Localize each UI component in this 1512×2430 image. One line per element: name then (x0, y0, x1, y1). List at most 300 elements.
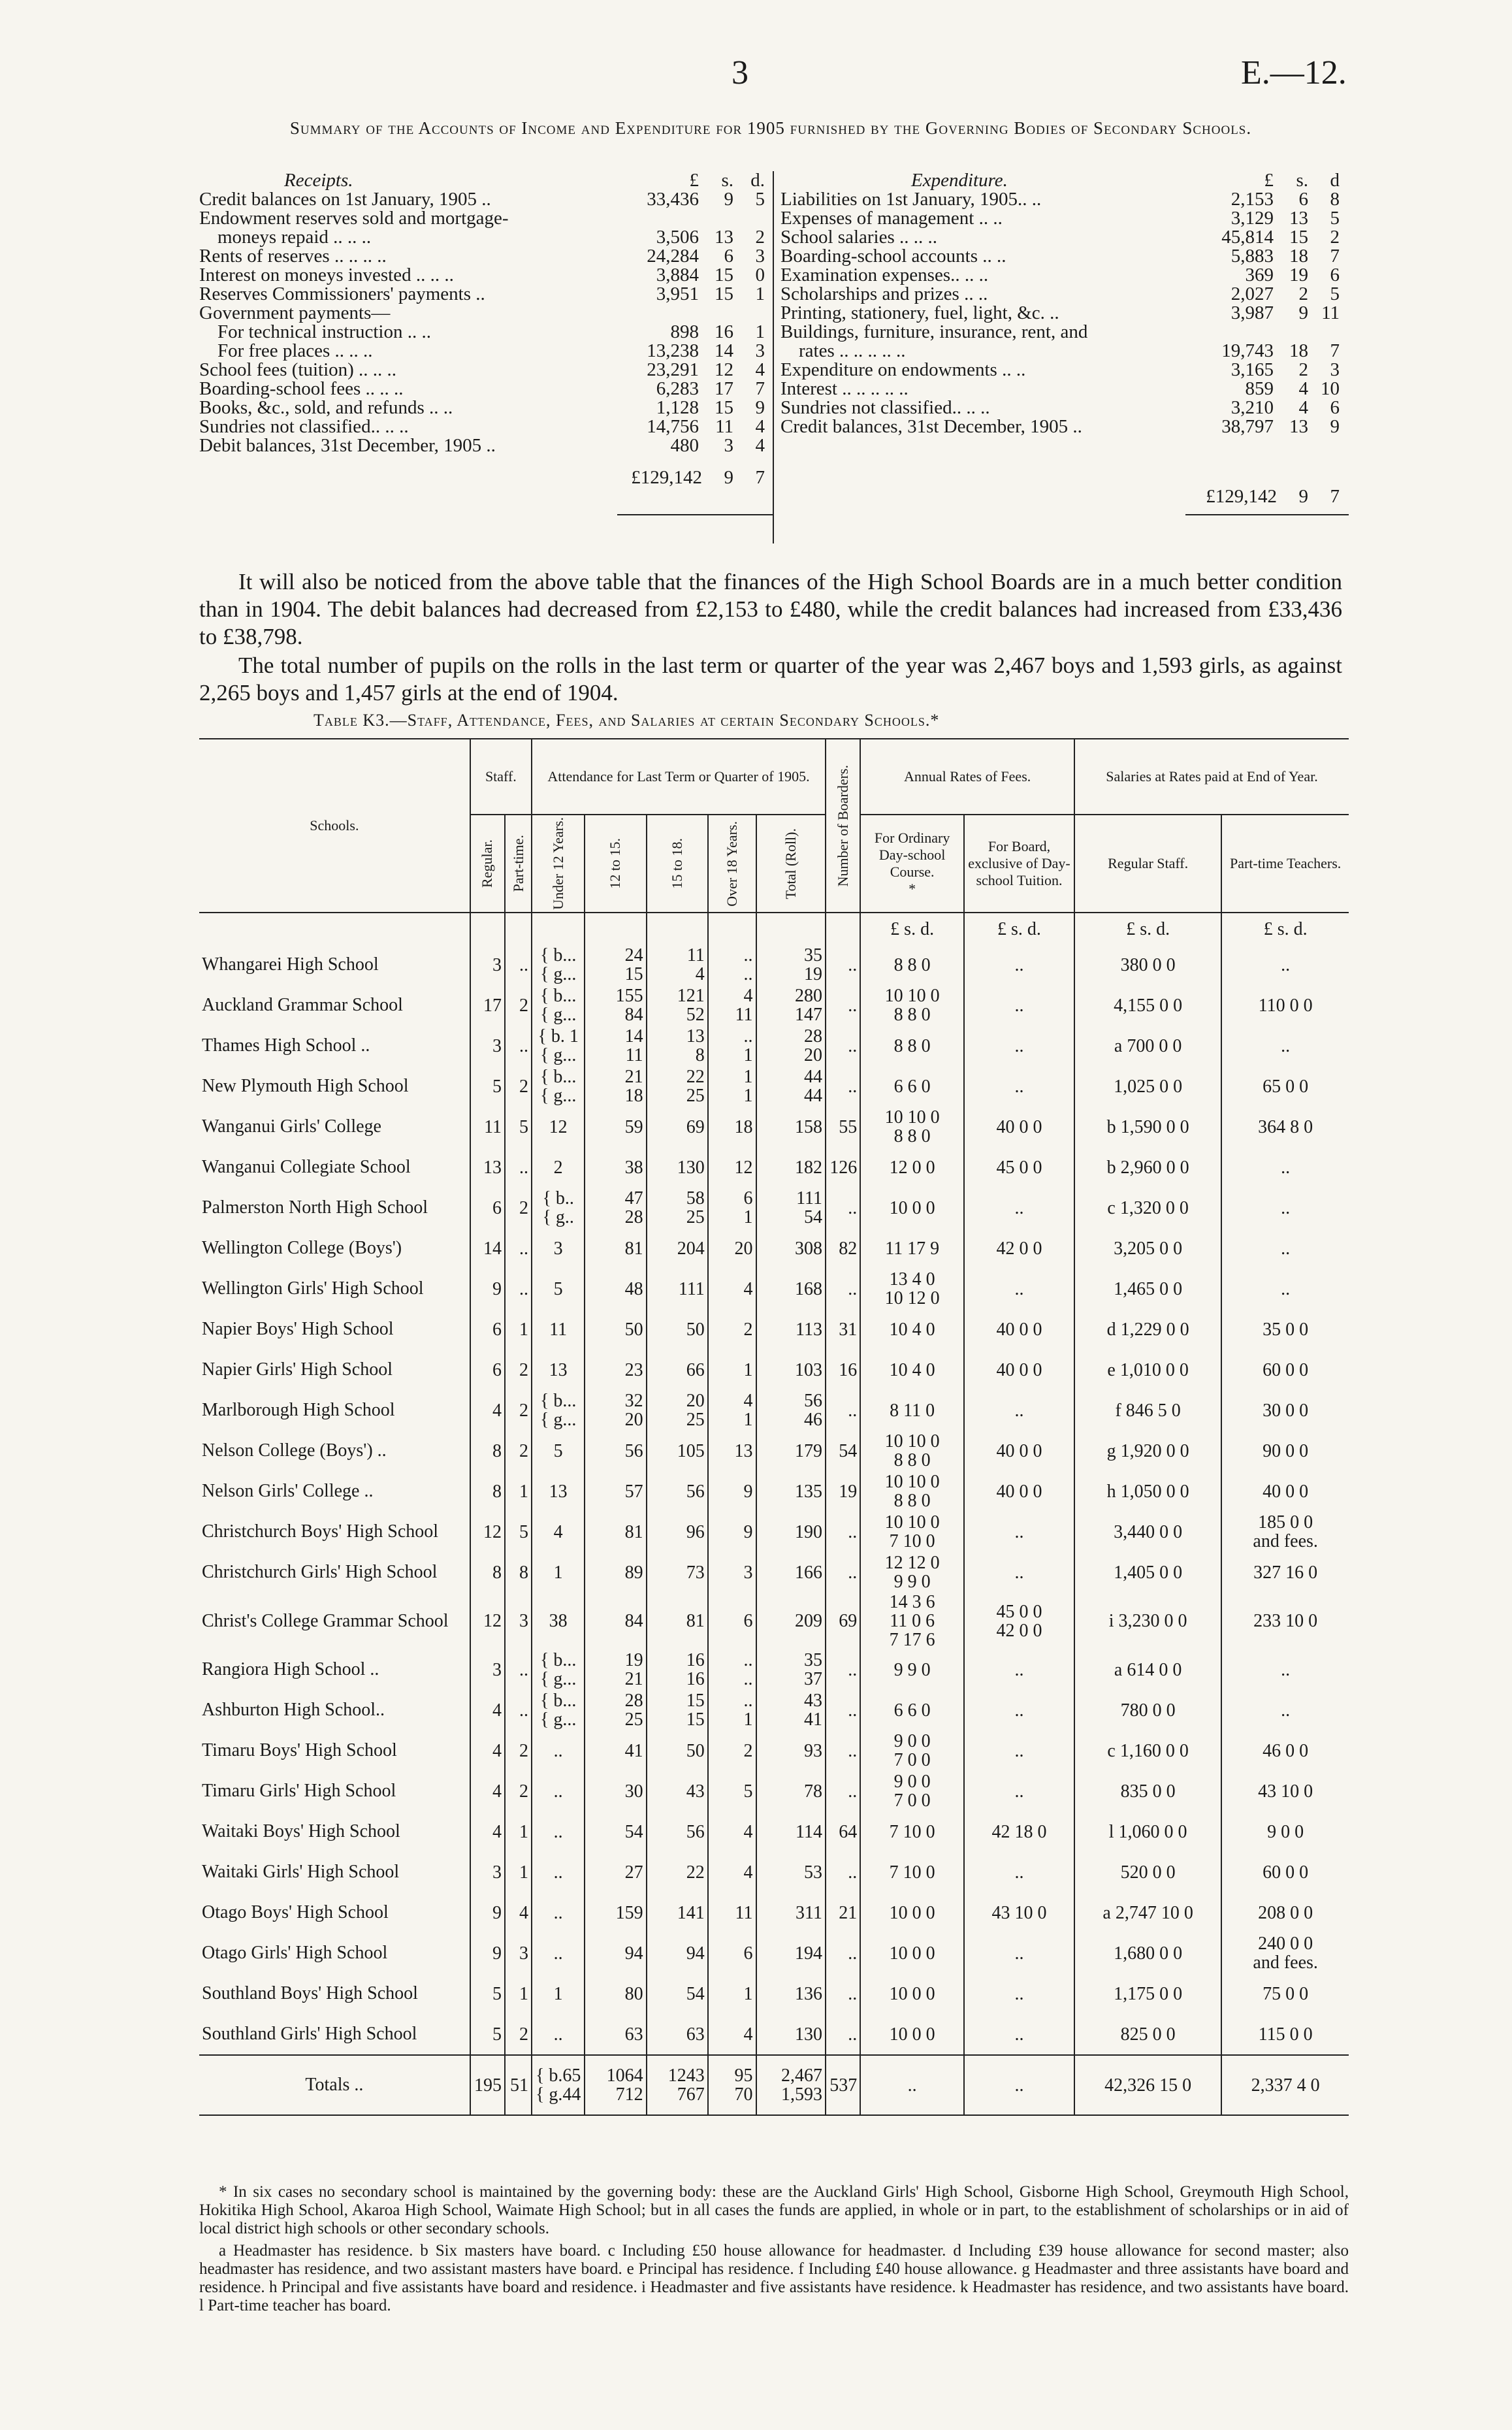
receipts-pence: 4 (755, 435, 765, 456)
receipts-pounds: 13,238 (647, 340, 699, 361)
expenditure-pounds: 859 (1245, 378, 1274, 399)
expenditure-shillings: 19 (1289, 265, 1308, 285)
total-roll: 113 (756, 1309, 826, 1350)
expenditure-total-row (780, 487, 1349, 506)
age-12-15: 41 (585, 1730, 646, 1771)
expenditure-heading: Expenditure. (911, 170, 1008, 191)
units-row (199, 913, 1349, 945)
age-15-18: 204 (647, 1228, 708, 1269)
expenditure-total-pence: 7 (1330, 486, 1340, 507)
receipts-heading: Receipts. (284, 170, 353, 191)
total-roll: 179 (756, 1431, 826, 1471)
footnote-star: * In six cases no secondary school is maintained by the governing body: these are the Auckland Girls' High School, Gisborne High School, Greymouth High School, Hokitika High School, Akaroa High School, Waimate High School; but in all cases the funds are applied, in whole or in part, to the establishment of scholarships or in aid of local district high schools or other secondary schools. (199, 2183, 1349, 2237)
pounds-head: £ (689, 170, 699, 191)
salary-regular: 825 0 0 (1074, 2014, 1221, 2055)
school-name: Wanganui Collegiate School (199, 1147, 470, 1188)
receipts-row (199, 361, 774, 380)
receipts-label: Endowment reserves sold and mortgage- (199, 208, 509, 229)
boarders: .. (826, 1649, 860, 1690)
table-row (199, 1730, 1349, 1771)
salary-regular: 42,326 15 0 (1074, 2055, 1221, 2115)
salary-regular: b 2,960 0 0 (1074, 1147, 1221, 1188)
over-18: 2 (708, 1730, 756, 1771)
units-salary-parttime: £ s. d. (1221, 913, 1349, 945)
age-12-15: 30 (585, 1771, 646, 1811)
under-12: { b... { g... (532, 1066, 585, 1107)
age-12-15: 94 (585, 1933, 646, 1973)
expenditure-shillings: 15 (1289, 227, 1308, 248)
boarders: 82 (826, 1228, 860, 1269)
receipts-total-rule (617, 514, 774, 515)
expenditure-label: Buildings, furniture, insurance, rent, and (780, 321, 1088, 342)
salary-parttime: 327 16 0 (1221, 1552, 1349, 1593)
expenditure-label: Printing, stationery, fuel, light, &c. .. (780, 302, 1059, 323)
fee-ordinary: 10 10 0 8 8 0 (860, 1471, 964, 1512)
total-roll: 158 (756, 1107, 826, 1147)
expenditure-pounds: 2,027 (1231, 284, 1274, 304)
over-18: 2 (708, 1309, 756, 1350)
table-row (199, 1390, 1349, 1431)
boarders: 19 (826, 1471, 860, 1512)
fee-board: .. (964, 1933, 1074, 1973)
staff-parttime: 5 (505, 1107, 532, 1147)
receipts-label: moneys repaid .. .. .. (217, 227, 372, 248)
expenditure-pounds: 2,153 (1231, 189, 1274, 210)
fee-board: 40 0 0 (964, 1431, 1074, 1471)
under-12: 13 (532, 1471, 585, 1512)
age-15-18: 81 (647, 1593, 708, 1649)
fee-ordinary: 8 8 0 (860, 945, 964, 985)
summary-title: Summary of the Accounts of Income and Expenditure for 1905 furnished by the Governing Bodies of Secondary Schools. (289, 118, 1252, 138)
age-12-15: 159 (585, 1892, 646, 1933)
fee-ordinary: 10 10 0 8 8 0 (860, 985, 964, 1026)
receipts-row (199, 380, 774, 398)
fee-ordinary: 9 0 0 7 0 0 (860, 1730, 964, 1771)
receipts-shillings: 13 (715, 227, 733, 248)
salary-parttime: 35 0 0 (1221, 1309, 1349, 1350)
table-row (199, 1350, 1349, 1390)
receipts-row (199, 342, 774, 361)
staff-regular: 5 (470, 2014, 505, 2055)
expenditure-total-shillings: 9 (1298, 486, 1308, 507)
receipts-pounds: 24,284 (647, 246, 699, 267)
receipts-row (199, 436, 774, 455)
receipts-pence: 7 (755, 378, 765, 399)
receipts-shillings: 15 (715, 284, 733, 304)
under-12: { b... { g... (532, 1649, 585, 1690)
receipts-pounds: 1,128 (656, 397, 699, 418)
school-name: Napier Girls' High School (199, 1350, 470, 1390)
staff-parttime: .. (505, 1269, 532, 1309)
salary-regular: f 846 5 0 (1074, 1390, 1221, 1431)
boarders: 21 (826, 1892, 860, 1933)
document-reference: E.—12. (1241, 54, 1347, 91)
salary-regular: 4,155 0 0 (1074, 985, 1221, 1026)
school-name: Christ's College Grammar School (199, 1593, 470, 1649)
over-18: 5 (708, 1771, 756, 1811)
salary-regular: g 1,920 0 0 (1074, 1431, 1221, 1471)
school-name: Wellington Girls' High School (199, 1269, 470, 1309)
age-15-18: 11 4 (647, 945, 708, 985)
over-18: 95 70 (708, 2055, 756, 2115)
pence-head-right: d (1330, 170, 1340, 191)
age-15-18: 13 8 (647, 1026, 708, 1066)
staff-parttime: 2 (505, 1066, 532, 1107)
under-12: 11 (532, 1309, 585, 1350)
boarders: 537 (826, 2055, 860, 2115)
table-row (199, 1107, 1349, 1147)
over-18: 20 (708, 1228, 756, 1269)
over-18: 9 (708, 1471, 756, 1512)
salary-regular: 780 0 0 (1074, 1690, 1221, 1730)
total-roll: 136 (756, 1973, 826, 2014)
boarders: 126 (826, 1147, 860, 1188)
table-row (199, 1228, 1349, 1269)
over-18: .. .. (708, 1649, 756, 1690)
over-18: 1 (708, 1973, 756, 2014)
totals-row (199, 2055, 1349, 2115)
salary-parttime: 40 0 0 (1221, 1471, 1349, 1512)
fees-board-header: For Board, exclusive of Day-school Tuition. (964, 815, 1074, 913)
expenditure-pence: 3 (1330, 359, 1340, 380)
boarders: .. (826, 1730, 860, 1771)
receipts-row (199, 190, 774, 209)
under-12: .. (532, 1892, 585, 1933)
school-name: New Plymouth High School (199, 1066, 470, 1107)
receipts-row (199, 285, 774, 304)
expenditure-column (780, 171, 1349, 506)
staff-parttime: 1 (505, 1852, 532, 1892)
expenditure-pounds: 369 (1245, 265, 1274, 285)
receipts-shillings: 16 (715, 321, 733, 342)
over-18: 6 1 (708, 1188, 756, 1228)
expenditure-row (780, 304, 1349, 323)
salary-regular: c 1,160 0 0 (1074, 1730, 1221, 1771)
fee-ordinary: 10 0 0 (860, 1892, 964, 1933)
age-15-18: 56 (647, 1811, 708, 1852)
fee-board: 42 18 0 (964, 1811, 1074, 1852)
boarders: .. (826, 1066, 860, 1107)
receipts-pence: 1 (755, 284, 765, 304)
total-roll: 43 41 (756, 1690, 826, 1730)
staff-regular: 3 (470, 1026, 505, 1066)
fee-board: .. (964, 1390, 1074, 1431)
expenditure-row (780, 398, 1349, 417)
receipts-label: Debit balances, 31st December, 1905 .. (199, 435, 496, 456)
school-name: Auckland Grammar School (199, 985, 470, 1026)
receipts-pence: 5 (755, 189, 765, 210)
salary-parttime: .. (1221, 1147, 1349, 1188)
receipts-pounds: 33,436 (647, 189, 699, 210)
boarders: .. (826, 1973, 860, 2014)
over-18: 1 (708, 1350, 756, 1390)
expenditure-shillings: 18 (1289, 340, 1308, 361)
over-18: .. 1 (708, 1026, 756, 1066)
expenditure-label: Credit balances, 31st December, 1905 .. (780, 416, 1082, 437)
expenditure-row (780, 228, 1349, 247)
age-15-18: 94 (647, 1933, 708, 1973)
staff-parttime: .. (505, 1649, 532, 1690)
receipts-row (199, 323, 774, 342)
table-row (199, 1552, 1349, 1593)
school-name: Otago Girls' High School (199, 1933, 470, 1973)
expenditure-label: Boarding-school accounts .. .. (780, 246, 1006, 267)
salary-regular: 380 0 0 (1074, 945, 1221, 985)
salary-parttime: 46 0 0 (1221, 1730, 1349, 1771)
under-12: { b.65 { g.44 (532, 2055, 585, 2115)
fee-ordinary: 9 0 0 7 0 0 (860, 1771, 964, 1811)
boarders: .. (826, 985, 860, 1026)
receipts-label: Sundries not classified.. .. .. (199, 416, 409, 437)
units-salary-regular: £ s. d. (1074, 913, 1221, 945)
fee-board: .. (964, 1512, 1074, 1552)
staff-parttime: 2 (505, 1390, 532, 1431)
age-12-15: 57 (585, 1471, 646, 1512)
boarders: 16 (826, 1350, 860, 1390)
age-12-15: 32 20 (585, 1390, 646, 1431)
staff-parttime: 2 (505, 1350, 532, 1390)
parttime-header: Part-time. (505, 815, 532, 913)
fee-board: 43 10 0 (964, 1892, 1074, 1933)
fee-board: .. (964, 1066, 1074, 1107)
boarders: .. (826, 1512, 860, 1552)
table-row (199, 1512, 1349, 1552)
boarders: .. (826, 1852, 860, 1892)
staff-regular: 3 (470, 945, 505, 985)
age-15-18: 121 52 (647, 985, 708, 1026)
fee-board: .. (964, 1730, 1074, 1771)
salary-regular: 3,205 0 0 (1074, 1228, 1221, 1269)
over-18: 6 (708, 1593, 756, 1649)
staff-regular: 14 (470, 1228, 505, 1269)
salary-parttime: 240 0 0 and fees. (1221, 1933, 1349, 1973)
boarders: 54 (826, 1431, 860, 1471)
receipts-shillings: 9 (724, 189, 733, 210)
over-18: 11 (708, 1892, 756, 1933)
boarders: .. (826, 1690, 860, 1730)
units-fees-ordinary: £ s. d. (860, 913, 964, 945)
paragraph-finances: It will also be noticed from the above table that the finances of the High School Boards are in a much better condition than in 1904. The debit balances had decreased from £2,153 to £480, while the credit balances had increased from £33,436 to £38,798. (199, 569, 1342, 649)
salary-parttime: .. (1221, 1026, 1349, 1066)
receipts-total-pence: 7 (755, 467, 765, 488)
expenditure-pence: 8 (1330, 189, 1340, 210)
age-12-15: 50 (585, 1309, 646, 1350)
receipts-row (199, 304, 774, 323)
salary-regular: a 700 0 0 (1074, 1026, 1221, 1066)
staff-regular: 8 (470, 1431, 505, 1471)
footnote-letters: a Headmaster has residence. b Six masters have board. c Including £50 house allowance for headmaster. d Including £39 house allowance for second master; also headmaster has residence, and two assistant masters have board. e Principal has residence. f Including £40 house allowance. g Headmaster and three assistants have board and residence. h Principal and five assistants have board and residence. i Headmaster and five assistants have residence. k Headmaster has residence, and two assistants have board. l Part-time teacher has board. (199, 2242, 1349, 2314)
expenditure-total-rule (1185, 514, 1349, 515)
age-12-15: 81 (585, 1512, 646, 1552)
boarders: .. (826, 1552, 860, 1593)
expenditure-pence: 7 (1330, 340, 1340, 361)
total-roll: 35 19 (756, 945, 826, 985)
school-name: Totals .. (199, 2055, 470, 2115)
receipts-shillings: 17 (715, 378, 733, 399)
expenditure-row (780, 323, 1349, 342)
salary-regular: 1,175 0 0 (1074, 1973, 1221, 2014)
staff-parttime: 1 (505, 1811, 532, 1852)
receipts-pounds: 23,291 (647, 359, 699, 380)
staff-parttime: 2 (505, 2014, 532, 2055)
expenditure-pence: 6 (1330, 265, 1340, 285)
expenditure-label: rates .. .. .. .. .. (799, 340, 906, 361)
receipts-pence: 4 (755, 359, 765, 380)
age-12-15: 24 15 (585, 945, 646, 985)
age-15-18: 141 (647, 1892, 708, 1933)
staff-parttime: 3 (505, 1933, 532, 1973)
receipts-pounds: 14,756 (647, 416, 699, 437)
under-12: .. (532, 1730, 585, 1771)
boarders: 69 (826, 1593, 860, 1649)
staff-regular: 3 (470, 1649, 505, 1690)
fee-board: .. (964, 2055, 1074, 2115)
under-12: .. (532, 2014, 585, 2055)
fee-board: 40 0 0 (964, 1350, 1074, 1390)
salary-parttime: 208 0 0 (1221, 1892, 1349, 1933)
under12-header: Under 12 Years. (532, 815, 585, 913)
under-12: .. (532, 1811, 585, 1852)
salary-regular: i 3,230 0 0 (1074, 1593, 1221, 1649)
school-name: Nelson College (Boys') .. (199, 1431, 470, 1471)
expenditure-pounds: 5,883 (1231, 246, 1274, 267)
page-number: 3 (732, 54, 748, 91)
receipts-label: Credit balances on 1st January, 1905 .. (199, 189, 491, 210)
staff-parttime: 2 (505, 1730, 532, 1771)
total-roll: 103 (756, 1350, 826, 1390)
over-18: 4 11 (708, 985, 756, 1026)
age-12-15: 56 (585, 1431, 646, 1471)
under-12: 38 (532, 1593, 585, 1649)
total-roll: 135 (756, 1471, 826, 1512)
staff-regular: 195 (470, 2055, 505, 2115)
staff-parttime: 2 (505, 1771, 532, 1811)
age-15-18: 56 (647, 1471, 708, 1512)
age-15-18: 105 (647, 1431, 708, 1471)
expenditure-label: School salaries .. .. .. (780, 227, 938, 248)
fee-ordinary: 12 0 0 (860, 1147, 964, 1188)
receipts-pounds: 3,884 (656, 265, 699, 285)
table-row (199, 2014, 1349, 2055)
attendance-header: Attendance for Last Term or Quarter of 1905. (532, 739, 826, 815)
school-name: Southland Boys' High School (199, 1973, 470, 2014)
salary-parttime: 60 0 0 (1221, 1852, 1349, 1892)
fee-ordinary: 10 10 0 8 8 0 (860, 1107, 964, 1147)
staff-parttime: .. (505, 1026, 532, 1066)
salary-parttime-header: Part-time Teachers. (1221, 815, 1349, 913)
expenditure-row (780, 417, 1349, 436)
fee-board: .. (964, 1552, 1074, 1593)
fee-board: 40 0 0 (964, 1309, 1074, 1350)
salary-regular: l 1,060 0 0 (1074, 1811, 1221, 1852)
expenditure-shillings: 13 (1289, 416, 1308, 437)
under-12: { b. 1 { g... (532, 1026, 585, 1066)
table-row (199, 1811, 1349, 1852)
school-name: Christchurch Boys' High School (199, 1512, 470, 1552)
age-15-18: 66 (647, 1350, 708, 1390)
salary-regular: c 1,320 0 0 (1074, 1188, 1221, 1228)
staff-parttime: 1 (505, 1471, 532, 1512)
fee-board: 45 0 0 (964, 1147, 1074, 1188)
units-fees-board: £ s. d. (964, 913, 1074, 945)
over-18: 6 (708, 1933, 756, 1973)
under-12: { b... { g... (532, 985, 585, 1026)
table-row (199, 945, 1349, 985)
age-15-18: 69 (647, 1107, 708, 1147)
age-12-15: 54 (585, 1811, 646, 1852)
fee-ordinary: 9 9 0 (860, 1649, 964, 1690)
over-18: 12 (708, 1147, 756, 1188)
expenditure-pounds: 45,814 (1221, 227, 1274, 248)
fee-board: .. (964, 1269, 1074, 1309)
fee-ordinary: 7 10 0 (860, 1811, 964, 1852)
total-roll: 78 (756, 1771, 826, 1811)
expenditure-rows (780, 190, 1349, 436)
staff-parttime: 4 (505, 1892, 532, 1933)
fee-board: .. (964, 1649, 1074, 1690)
table-row (199, 985, 1349, 1026)
staff-parttime: 5 (505, 1512, 532, 1552)
expenditure-pence: 5 (1330, 208, 1340, 229)
fees-header: Annual Rates of Fees. (860, 739, 1074, 815)
school-name: Whangarei High School (199, 945, 470, 985)
over-18: 13 (708, 1431, 756, 1471)
expenditure-pounds: 3,165 (1231, 359, 1274, 380)
salary-parttime: 65 0 0 (1221, 1066, 1349, 1107)
table-body (199, 913, 1349, 2115)
salary-regular: h 1,050 0 0 (1074, 1471, 1221, 1512)
total-roll: 53 (756, 1852, 826, 1892)
total-roll: 44 44 (756, 1066, 826, 1107)
under-12: .. (532, 1771, 585, 1811)
staff-regular: 4 (470, 1390, 505, 1431)
over-18: 4 (708, 1269, 756, 1309)
expenditure-pence: 11 (1321, 302, 1340, 323)
fee-ordinary: 10 0 0 (860, 2014, 964, 2055)
age-15-18: 43 (647, 1771, 708, 1811)
fee-board: 40 0 0 (964, 1107, 1074, 1147)
age-12-15: 38 (585, 1147, 646, 1188)
school-name: Palmerston North High School (199, 1188, 470, 1228)
receipts-shillings: 6 (724, 246, 733, 267)
expenditure-pence: 2 (1330, 227, 1340, 248)
receipts-label: School fees (tuition) .. .. .. (199, 359, 397, 380)
expenditure-row (780, 285, 1349, 304)
receipts-column (199, 171, 774, 487)
salary-parttime: 75 0 0 (1221, 1973, 1349, 2014)
expenditure-shillings: 6 (1298, 189, 1308, 210)
age-15-18: 22 (647, 1852, 708, 1892)
age-15-18: 130 (647, 1147, 708, 1188)
fee-ordinary: 10 10 0 7 10 0 (860, 1512, 964, 1552)
staff-parttime: 1 (505, 1309, 532, 1350)
fee-board: .. (964, 1771, 1074, 1811)
under-12: 1 (532, 1552, 585, 1593)
over-18: 18 (708, 1107, 756, 1147)
salary-regular: a 2,747 10 0 (1074, 1892, 1221, 1933)
age-12-15: 47 28 (585, 1188, 646, 1228)
fees-ordinary-header: For Ordinary Day-school Course. * (860, 815, 964, 913)
receipts-label: Books, &c., sold, and refunds .. .. (199, 397, 453, 418)
staff-regular: 8 (470, 1471, 505, 1512)
school-name: Ashburton High School.. (199, 1690, 470, 1730)
salary-regular: 520 0 0 (1074, 1852, 1221, 1892)
total-roll-header: Total (Roll). (756, 815, 826, 913)
under-12: { b.. { g.. (532, 1188, 585, 1228)
shillings-head: s. (721, 170, 733, 191)
fee-board: 45 0 0 42 0 0 (964, 1593, 1074, 1649)
staff-regular: 12 (470, 1593, 505, 1649)
